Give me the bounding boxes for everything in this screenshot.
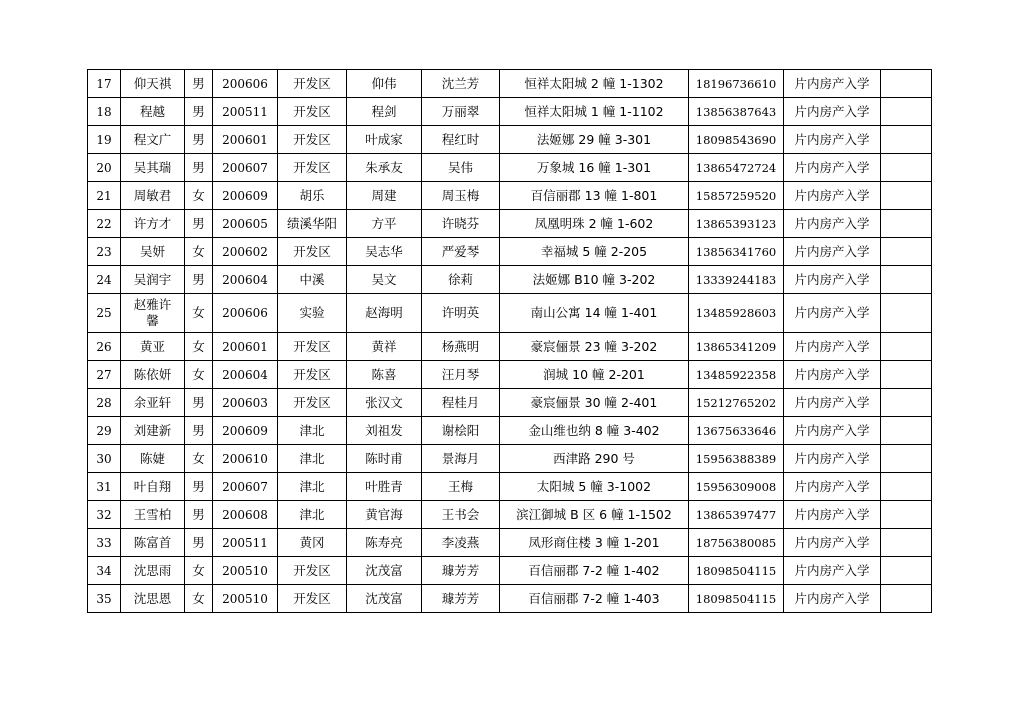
student-name-cell: 许方才 <box>121 210 185 238</box>
table-row <box>88 266 932 294</box>
father-name-cell: 陈时甫 <box>347 445 422 473</box>
enrollment-type-cell: 片内房产入学 <box>784 98 881 126</box>
origin-area-cell: 开发区 <box>278 238 347 266</box>
remarks-cell <box>881 333 932 361</box>
student-name-cell: 仰天祺 <box>121 70 185 98</box>
enrollment-type-cell: 片内房产入学 <box>784 417 881 445</box>
origin-area-cell: 津北 <box>278 501 347 529</box>
row-number-cell: 24 <box>88 266 121 294</box>
student-name-cell: 吴妍 <box>121 238 185 266</box>
mother-name-cell: 程红时 <box>422 126 500 154</box>
row-number-cell: 17 <box>88 70 121 98</box>
birth-month-cell: 200604 <box>213 266 278 294</box>
enrollment-type-cell: 片内房产入学 <box>784 333 881 361</box>
phone-cell: 18196736610 <box>689 70 784 98</box>
table-row <box>88 389 932 417</box>
father-name-cell: 沈茂富 <box>347 557 422 585</box>
student-name-cell: 陈富首 <box>121 529 185 557</box>
enrollment-type-cell: 片内房产入学 <box>784 182 881 210</box>
mother-name-cell: 程桂月 <box>422 389 500 417</box>
father-name-cell: 黄祥 <box>347 333 422 361</box>
student-roster-table <box>87 69 932 613</box>
birth-month-cell: 200607 <box>213 473 278 501</box>
father-name-cell: 叶胜青 <box>347 473 422 501</box>
student-name-cell: 叶自翔 <box>121 473 185 501</box>
remarks-cell <box>881 266 932 294</box>
enrollment-type-cell: 片内房产入学 <box>784 238 881 266</box>
remarks-cell <box>881 70 932 98</box>
father-name-cell: 刘祖发 <box>347 417 422 445</box>
address-cell: 南山公寓 14 幢 1-401 <box>500 294 689 333</box>
address-cell: 太阳城 5 幢 3-1002 <box>500 473 689 501</box>
remarks-cell <box>881 238 932 266</box>
mother-name-cell: 杨燕明 <box>422 333 500 361</box>
address-cell: 西津路 290 号 <box>500 445 689 473</box>
origin-area-cell: 实验 <box>278 294 347 333</box>
row-number-cell: 27 <box>88 361 121 389</box>
row-number-cell: 32 <box>88 501 121 529</box>
gender-cell: 女 <box>185 238 213 266</box>
father-name-cell: 沈茂富 <box>347 585 422 613</box>
mother-name-cell: 许晓芬 <box>422 210 500 238</box>
gender-cell: 男 <box>185 70 213 98</box>
phone-cell: 15212765202 <box>689 389 784 417</box>
address-cell: 润城 10 幢 2-201 <box>500 361 689 389</box>
remarks-cell <box>881 182 932 210</box>
phone-cell: 13865472724 <box>689 154 784 182</box>
address-cell: 凤凰明珠 2 幢 1-602 <box>500 210 689 238</box>
father-name-cell: 周建 <box>347 182 422 210</box>
student-name-cell: 余亚轩 <box>121 389 185 417</box>
remarks-cell <box>881 529 932 557</box>
phone-cell: 15857259520 <box>689 182 784 210</box>
mother-name-cell: 汪月琴 <box>422 361 500 389</box>
birth-month-cell: 200609 <box>213 417 278 445</box>
father-name-cell: 张汉文 <box>347 389 422 417</box>
mother-name-cell: 周玉梅 <box>422 182 500 210</box>
remarks-cell <box>881 210 932 238</box>
birth-month-cell: 200605 <box>213 210 278 238</box>
address-cell: 万象城 16 幢 1-301 <box>500 154 689 182</box>
phone-cell: 18098504115 <box>689 557 784 585</box>
enrollment-type-cell: 片内房产入学 <box>784 154 881 182</box>
address-cell: 恒祥太阳城 1 幢 1-1102 <box>500 98 689 126</box>
address-cell: 法姬娜 B10 幢 3-202 <box>500 266 689 294</box>
mother-name-cell: 沈兰芳 <box>422 70 500 98</box>
enrollment-type-cell: 片内房产入学 <box>784 389 881 417</box>
student-name-cell: 陈依妍 <box>121 361 185 389</box>
table-row <box>88 333 932 361</box>
row-number-cell: 26 <box>88 333 121 361</box>
enrollment-type-cell: 片内房产入学 <box>784 210 881 238</box>
gender-cell: 男 <box>185 473 213 501</box>
gender-cell: 男 <box>185 529 213 557</box>
table-row <box>88 501 932 529</box>
mother-name-cell: 万丽翠 <box>422 98 500 126</box>
gender-cell: 男 <box>185 266 213 294</box>
gender-cell: 女 <box>185 445 213 473</box>
table-row <box>88 417 932 445</box>
address-cell: 豪宸俪景 30 幢 2-401 <box>500 389 689 417</box>
origin-area-cell: 开发区 <box>278 557 347 585</box>
table-row <box>88 210 932 238</box>
student-name-cell: 程越 <box>121 98 185 126</box>
father-name-cell: 方平 <box>347 210 422 238</box>
birth-month-cell: 200606 <box>213 70 278 98</box>
address-cell: 豪宸俪景 23 幢 3-202 <box>500 333 689 361</box>
origin-area-cell: 开发区 <box>278 70 347 98</box>
row-number-cell: 34 <box>88 557 121 585</box>
mother-name-cell: 严爱琴 <box>422 238 500 266</box>
table-row <box>88 445 932 473</box>
phone-cell: 13865397477 <box>689 501 784 529</box>
enrollment-type-cell: 片内房产入学 <box>784 585 881 613</box>
roster-body <box>88 70 932 613</box>
phone-cell: 15956309008 <box>689 473 784 501</box>
address-cell: 幸福城 5 幢 2-205 <box>500 238 689 266</box>
phone-cell: 18098543690 <box>689 126 784 154</box>
remarks-cell <box>881 557 932 585</box>
birth-month-cell: 200607 <box>213 154 278 182</box>
birth-month-cell: 200510 <box>213 557 278 585</box>
phone-cell: 15956388389 <box>689 445 784 473</box>
father-name-cell: 赵海明 <box>347 294 422 333</box>
birth-month-cell: 200604 <box>213 361 278 389</box>
father-name-cell: 陈寿亮 <box>347 529 422 557</box>
table-row <box>88 529 932 557</box>
gender-cell: 女 <box>185 294 213 333</box>
origin-area-cell: 津北 <box>278 417 347 445</box>
table-row <box>88 557 932 585</box>
table-row <box>88 294 932 333</box>
enrollment-type-cell: 片内房产入学 <box>784 445 881 473</box>
gender-cell: 男 <box>185 501 213 529</box>
enrollment-type-cell: 片内房产入学 <box>784 126 881 154</box>
gender-cell: 女 <box>185 557 213 585</box>
enrollment-type-cell: 片内房产入学 <box>784 501 881 529</box>
student-name-cell: 吴其瑞 <box>121 154 185 182</box>
student-name-cell: 黄亚 <box>121 333 185 361</box>
mother-name-cell: 徐莉 <box>422 266 500 294</box>
origin-area-cell: 中溪 <box>278 266 347 294</box>
table-row <box>88 70 932 98</box>
birth-month-cell: 200601 <box>213 126 278 154</box>
gender-cell: 男 <box>185 417 213 445</box>
table-row <box>88 126 932 154</box>
birth-month-cell: 200602 <box>213 238 278 266</box>
gender-cell: 女 <box>185 333 213 361</box>
table-row <box>88 361 932 389</box>
remarks-cell <box>881 585 932 613</box>
birth-month-cell: 200608 <box>213 501 278 529</box>
remarks-cell <box>881 126 932 154</box>
remarks-cell <box>881 501 932 529</box>
father-name-cell: 陈喜 <box>347 361 422 389</box>
row-number-cell: 18 <box>88 98 121 126</box>
row-number-cell: 31 <box>88 473 121 501</box>
gender-cell: 男 <box>185 126 213 154</box>
origin-area-cell: 津北 <box>278 473 347 501</box>
enrollment-type-cell: 片内房产入学 <box>784 294 881 333</box>
student-name-cell: 吴润宇 <box>121 266 185 294</box>
enrollment-type-cell: 片内房产入学 <box>784 557 881 585</box>
table-row <box>88 585 932 613</box>
father-name-cell: 仰伟 <box>347 70 422 98</box>
gender-cell: 男 <box>185 389 213 417</box>
remarks-cell <box>881 154 932 182</box>
mother-name-cell: 李凌燕 <box>422 529 500 557</box>
remarks-cell <box>881 294 932 333</box>
student-name-cell: 沈思恩 <box>121 585 185 613</box>
origin-area-cell: 开发区 <box>278 361 347 389</box>
enrollment-type-cell: 片内房产入学 <box>784 529 881 557</box>
mother-name-cell: 吴伟 <box>422 154 500 182</box>
birth-month-cell: 200601 <box>213 333 278 361</box>
address-cell: 金山维也纳 8 幢 3-402 <box>500 417 689 445</box>
table-row <box>88 182 932 210</box>
row-number-cell: 29 <box>88 417 121 445</box>
phone-cell: 13675633646 <box>689 417 784 445</box>
birth-month-cell: 200606 <box>213 294 278 333</box>
row-number-cell: 23 <box>88 238 121 266</box>
student-name-cell: 赵雅许 馨 <box>121 294 185 333</box>
gender-cell: 男 <box>185 210 213 238</box>
student-name-cell: 陈婕 <box>121 445 185 473</box>
mother-name-cell: 景海月 <box>422 445 500 473</box>
remarks-cell <box>881 445 932 473</box>
row-number-cell: 33 <box>88 529 121 557</box>
gender-cell: 女 <box>185 182 213 210</box>
phone-cell: 13865393123 <box>689 210 784 238</box>
remarks-cell <box>881 473 932 501</box>
mother-name-cell: 许明英 <box>422 294 500 333</box>
origin-area-cell: 开发区 <box>278 585 347 613</box>
table-row <box>88 98 932 126</box>
gender-cell: 女 <box>185 585 213 613</box>
address-cell: 百信丽郡 13 幢 1-801 <box>500 182 689 210</box>
address-cell: 法姬娜 29 幢 3-301 <box>500 126 689 154</box>
phone-cell: 13485922358 <box>689 361 784 389</box>
table-row <box>88 473 932 501</box>
student-name-cell: 王雪柏 <box>121 501 185 529</box>
row-number-cell: 22 <box>88 210 121 238</box>
phone-cell: 13485928603 <box>689 294 784 333</box>
father-name-cell: 黄官海 <box>347 501 422 529</box>
row-number-cell: 21 <box>88 182 121 210</box>
father-name-cell: 朱承友 <box>347 154 422 182</box>
phone-cell: 13339244183 <box>689 266 784 294</box>
father-name-cell: 叶成家 <box>347 126 422 154</box>
phone-cell: 13865341209 <box>689 333 784 361</box>
student-name-cell: 周敏君 <box>121 182 185 210</box>
remarks-cell <box>881 389 932 417</box>
address-cell: 凤形商住楼 3 幢 1-201 <box>500 529 689 557</box>
row-number-cell: 20 <box>88 154 121 182</box>
row-number-cell: 30 <box>88 445 121 473</box>
enrollment-type-cell: 片内房产入学 <box>784 70 881 98</box>
birth-month-cell: 200610 <box>213 445 278 473</box>
phone-cell: 18756380085 <box>689 529 784 557</box>
address-cell: 百信丽郡 7-2 幢 1-403 <box>500 585 689 613</box>
row-number-cell: 25 <box>88 294 121 333</box>
remarks-cell <box>881 98 932 126</box>
birth-month-cell: 200609 <box>213 182 278 210</box>
origin-area-cell: 开发区 <box>278 333 347 361</box>
origin-area-cell: 胡乐 <box>278 182 347 210</box>
mother-name-cell: 璩芳芳 <box>422 585 500 613</box>
father-name-cell: 吴志华 <box>347 238 422 266</box>
address-cell: 百信丽郡 7-2 幢 1-402 <box>500 557 689 585</box>
remarks-cell <box>881 417 932 445</box>
phone-cell: 13856341760 <box>689 238 784 266</box>
father-name-cell: 程剑 <box>347 98 422 126</box>
student-name-cell: 刘建新 <box>121 417 185 445</box>
address-cell: 恒祥太阳城 2 幢 1-1302 <box>500 70 689 98</box>
table-row <box>88 238 932 266</box>
birth-month-cell: 200510 <box>213 585 278 613</box>
origin-area-cell: 绩溪华阳 <box>278 210 347 238</box>
father-name-cell: 吴文 <box>347 266 422 294</box>
phone-cell: 13856387643 <box>689 98 784 126</box>
mother-name-cell: 王书会 <box>422 501 500 529</box>
gender-cell: 男 <box>185 154 213 182</box>
mother-name-cell: 王梅 <box>422 473 500 501</box>
birth-month-cell: 200603 <box>213 389 278 417</box>
phone-cell: 18098504115 <box>689 585 784 613</box>
student-name-cell: 沈思雨 <box>121 557 185 585</box>
student-name-cell: 程文广 <box>121 126 185 154</box>
enrollment-type-cell: 片内房产入学 <box>784 266 881 294</box>
birth-month-cell: 200511 <box>213 98 278 126</box>
origin-area-cell: 黄冈 <box>278 529 347 557</box>
enrollment-type-cell: 片内房产入学 <box>784 473 881 501</box>
origin-area-cell: 开发区 <box>278 98 347 126</box>
row-number-cell: 28 <box>88 389 121 417</box>
origin-area-cell: 开发区 <box>278 389 347 417</box>
gender-cell: 男 <box>185 98 213 126</box>
origin-area-cell: 开发区 <box>278 154 347 182</box>
row-number-cell: 35 <box>88 585 121 613</box>
mother-name-cell: 璩芳芳 <box>422 557 500 585</box>
gender-cell: 女 <box>185 361 213 389</box>
origin-area-cell: 津北 <box>278 445 347 473</box>
mother-name-cell: 谢桧阳 <box>422 417 500 445</box>
origin-area-cell: 开发区 <box>278 126 347 154</box>
enrollment-type-cell: 片内房产入学 <box>784 361 881 389</box>
birth-month-cell: 200511 <box>213 529 278 557</box>
row-number-cell: 19 <box>88 126 121 154</box>
remarks-cell <box>881 361 932 389</box>
table-row <box>88 154 932 182</box>
address-cell: 滨江御城 B 区 6 幢 1-1502 <box>500 501 689 529</box>
